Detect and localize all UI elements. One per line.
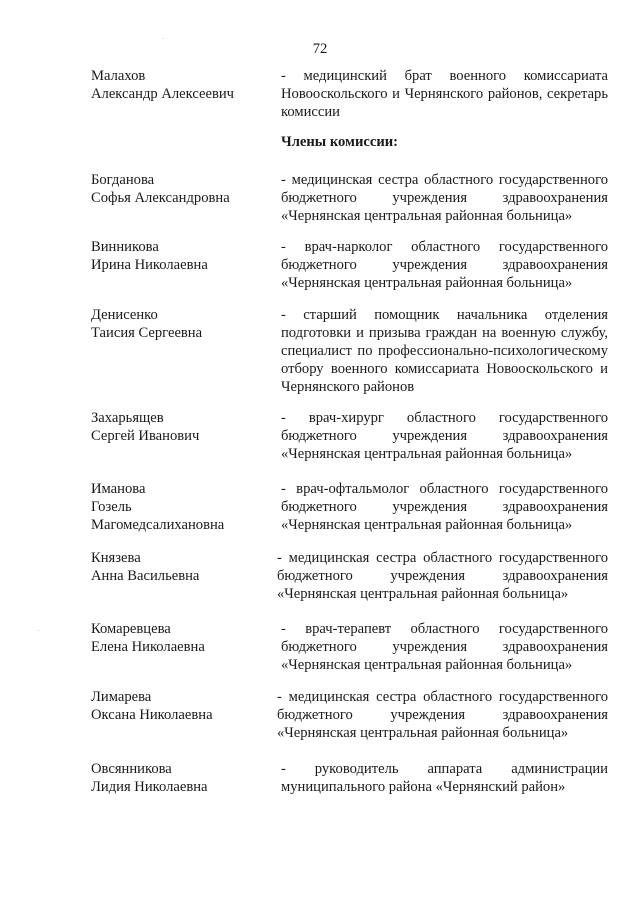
name-line: Анна Васильевна [91,568,200,584]
scan-speck [38,630,39,631]
person-name [91,409,266,445]
position-description: - медицинская сестра областного государственного бюджетного учреждения здравоохранения «Чернянская центральная районная больница» [277,689,608,741]
person-name [91,688,266,724]
name-line: Комаревцева [91,621,171,637]
name-line: Овсянникова [91,761,172,777]
name-line: Лидия Николаевна [91,779,208,795]
person-name [91,67,266,103]
name-line: Оксана Николаевна [91,707,213,723]
name-line: Денисенко [91,307,158,323]
position-description: - врач-терапевт областного государственного бюджетного учреждения здравоохранения «Чернянская центральная районная больница» [281,621,608,673]
position-description: - старший помощник начальника отделения подготовки и призыва граждан на военную службу, специалист по профессионально-психологическому отбору военного комиссариата Новооскольского и Чернянского районов [281,307,608,395]
name-line: Винникова [91,239,159,255]
name-line: Магомедсалихановна [91,517,225,533]
person-name [91,620,266,656]
name-line: Ирина Николаевна [91,257,208,273]
name-line: Богданова [91,172,155,188]
name-line: Гозель [91,499,132,515]
position-description: - врач-нарколог областного государственного бюджетного учреждения здравоохранения «Чернянская центральная районная больница» [281,239,608,291]
name-line: Александр Алексеевич [91,86,235,102]
position-description: - медицинская сестра областного государственного бюджетного учреждения здравоохранения «Чернянская центральная районная больница» [277,550,608,602]
person-name [91,306,266,342]
scan-speck [163,38,164,39]
person-name [91,760,266,796]
person-name [91,171,266,207]
person-name [91,238,266,274]
members-heading: Члены комиссии: [281,134,399,150]
person-name [91,549,266,585]
position-description: - медицинский брат военного комиссариата Новооскольского и Чернянского районов, секретарь комиссии [281,68,608,120]
position-description: - врач-офтальмолог областного государственного бюджетного учреждения здравоохранения «Чернянская центральная районная больница» [281,481,608,533]
name-line: Софья Александровна [91,190,230,206]
name-line: Малахов [91,68,146,84]
name-line: Захарьящев [91,410,164,426]
name-line: Таисия Сергеевна [91,325,203,341]
name-line: Иманова [91,481,146,497]
page-number: 72 [312,41,328,57]
name-line: Князева [91,550,141,566]
name-line: Сергей Иванович [91,428,200,444]
name-line: Лимарева [91,689,152,705]
position-description: - руководитель аппарата администрации муниципального района «Чернянский район» [281,761,608,795]
name-line: Елена Николаевна [91,639,205,655]
person-name [91,480,266,534]
position-description: - медицинская сестра областного государственного бюджетного учреждения здравоохранения «Чернянская центральная районная больница» [281,172,608,224]
position-description: - врач-хирург областного государственного бюджетного учреждения здравоохранения «Чернянская центральная районная больница» [281,410,608,462]
